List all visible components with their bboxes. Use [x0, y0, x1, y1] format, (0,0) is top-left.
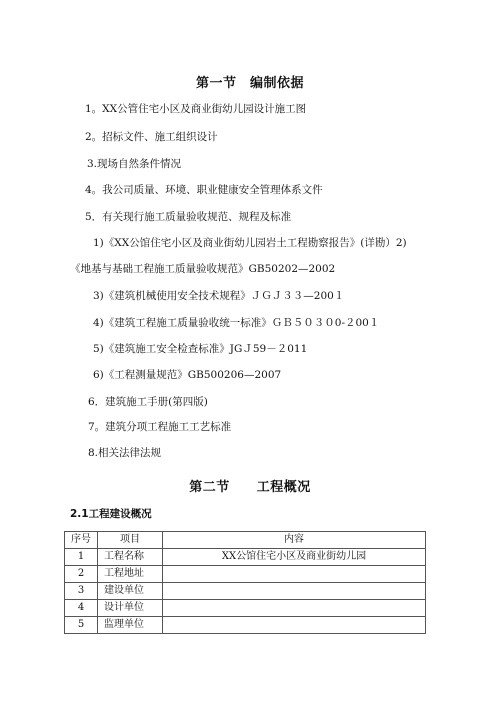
table-row	[65, 617, 426, 634]
row-item: 工程地址	[98, 566, 163, 583]
row-no: 3	[65, 583, 98, 600]
basis-item-3: 3.现场自然条件情况	[87, 158, 182, 170]
standard-item-6: 6)《工程测量规范》GB500206—2007	[93, 369, 282, 381]
subsection-title: 2.1工程建设概况	[70, 508, 152, 520]
basis-item-7: 7。建筑分项工程施工工艺标准	[88, 421, 232, 433]
standard-item-2: 《地基与基础工程施工质量验收规范》GB50202—2002	[70, 263, 336, 275]
basis-item-8: 8.相关法律法规	[88, 447, 162, 459]
row-content	[163, 583, 426, 600]
table-row	[65, 549, 426, 566]
row-content	[163, 566, 426, 583]
header-no: 序号	[65, 532, 98, 549]
row-no: 2	[65, 566, 98, 583]
standard-item-1: 1)《XX公馆住宅小区及商业街幼儿园岩土工程勘察报告》(详勘）2)	[93, 237, 407, 249]
row-no: 5	[65, 617, 98, 634]
standard-item-5: 5)《建筑施工安全检查标准》JGＪ59－２011	[93, 343, 308, 355]
row-item: 监理单位	[98, 617, 163, 634]
section-1-title: 第一节 编制依据	[195, 76, 304, 91]
section-2-title: 第二节 工程概况	[189, 480, 311, 495]
row-no: 4	[65, 600, 98, 617]
table-header-row	[65, 532, 426, 549]
table-row	[65, 566, 426, 583]
row-item: 设计单位	[98, 600, 163, 617]
header-content: 内容	[163, 532, 426, 549]
basis-item-6: 6．建筑施工手册(第四版)	[88, 396, 208, 408]
row-content	[163, 617, 426, 634]
table-row	[65, 600, 426, 617]
table-row	[65, 583, 426, 600]
row-no: 1	[65, 549, 98, 566]
basis-item-2: 2。招标文件、施工组织设计	[85, 131, 218, 143]
standard-item-3: 3)《建筑机械使用安全技术规程》ＪＧＪ３３—200１	[93, 290, 345, 302]
standard-item-4: 4)《建筑工程施工质量验收统一标准》ＧＢ５０３０0-２00１	[93, 317, 380, 329]
project-overview-table	[64, 531, 426, 634]
basis-item-5: 5．有关现行施工质量验收规范、规程及标准	[85, 211, 292, 223]
row-item: 工程名称	[98, 549, 163, 566]
row-item: 建设单位	[98, 583, 163, 600]
basis-item-1: 1。XX公管住宅小区及商业街幼儿园设计施工图	[85, 103, 307, 115]
row-content	[163, 600, 426, 617]
row-content: XX公馆住宅小区及商业街幼儿园	[163, 549, 426, 566]
basis-item-4: 4。我公司质量、环境、职业健康安全管理体系文件	[85, 184, 323, 196]
header-item: 项目	[98, 532, 163, 549]
